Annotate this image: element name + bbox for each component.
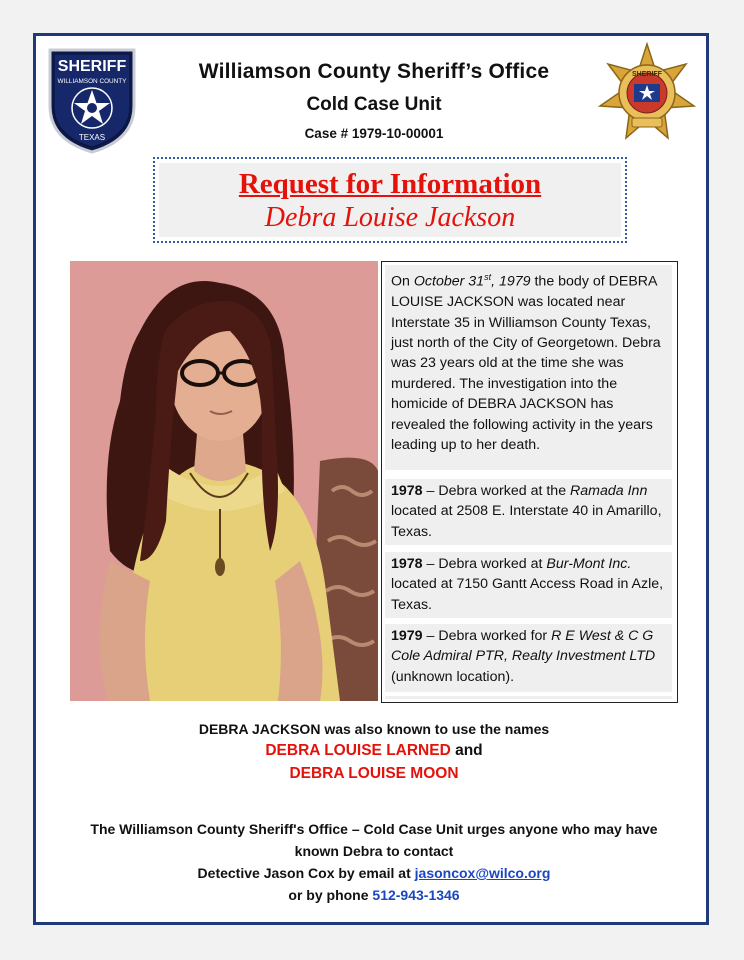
contact-line: The Williamson County Sheriff's Office – Cold Case Unit urges anyone who may have [90,821,658,837]
activity-item: 1978 – Debra worked at the Ramada Inn located at 2508 E. Interstate 40 in Amarillo, Texas. [385,479,672,545]
intro-paragraph: On October 31st, 1979 the body of DEBRA LOUISE JACKSON was located near Interstate 35 in Williamson County Texas, just north of the City of Georgetown. Debra was 23 years old at the time she was murdered. The investigation into the homicide of DEBRA JACKSON has revealed the following activity in the years leading up to her death. [391,272,661,453]
office-title: Williamson County Sheriff’s Office [198,60,550,83]
activity-item: 1979 – Debra worked for R E West & C G Cole Admiral PTR, Realty Investment LTD (unknown location). [385,624,672,692]
intro-block [385,265,672,470]
contact-line: known Debra to contact [294,843,454,859]
alias-name: DEBRA LOUISE MOON [289,765,459,782]
email-link[interactable]: jasoncox@wilco.org [414,865,551,881]
badge-star-word: SHERIFF [632,71,662,78]
alias-conjunction: and [450,742,483,759]
request-for-information-box [153,157,627,243]
unit-title: Cold Case Unit [306,94,442,115]
alias-name: DEBRA LOUISE LARNED [265,742,451,759]
victim-name: Debra Louise Jackson [264,202,516,233]
patch-bottom-word: TEXAS [78,133,106,142]
aliases-intro: DEBRA JACKSON was also known to use the names [198,721,550,737]
contact-line: or by phone [288,887,373,903]
case-details-column [381,261,678,703]
aliases-section [36,721,712,783]
case-number: Case # 1979-10-00001 [304,126,444,141]
patch-top-word: SHERIFF [57,58,127,75]
victim-photo [70,261,378,701]
phone-number[interactable]: 512-943-1346 [372,887,460,903]
activity-item: 1978 – Debra worked at Bur-Mont Inc. located at 7150 Gantt Access Road in Azle, Texas. [385,552,672,618]
patch-arc-text: WILLIAMSON COUNTY [57,78,127,85]
contact-section [36,818,712,906]
contact-line: Detective Jason Cox by email at [197,865,415,881]
flyer-page [33,33,709,925]
request-title: Request for Information [238,168,542,200]
